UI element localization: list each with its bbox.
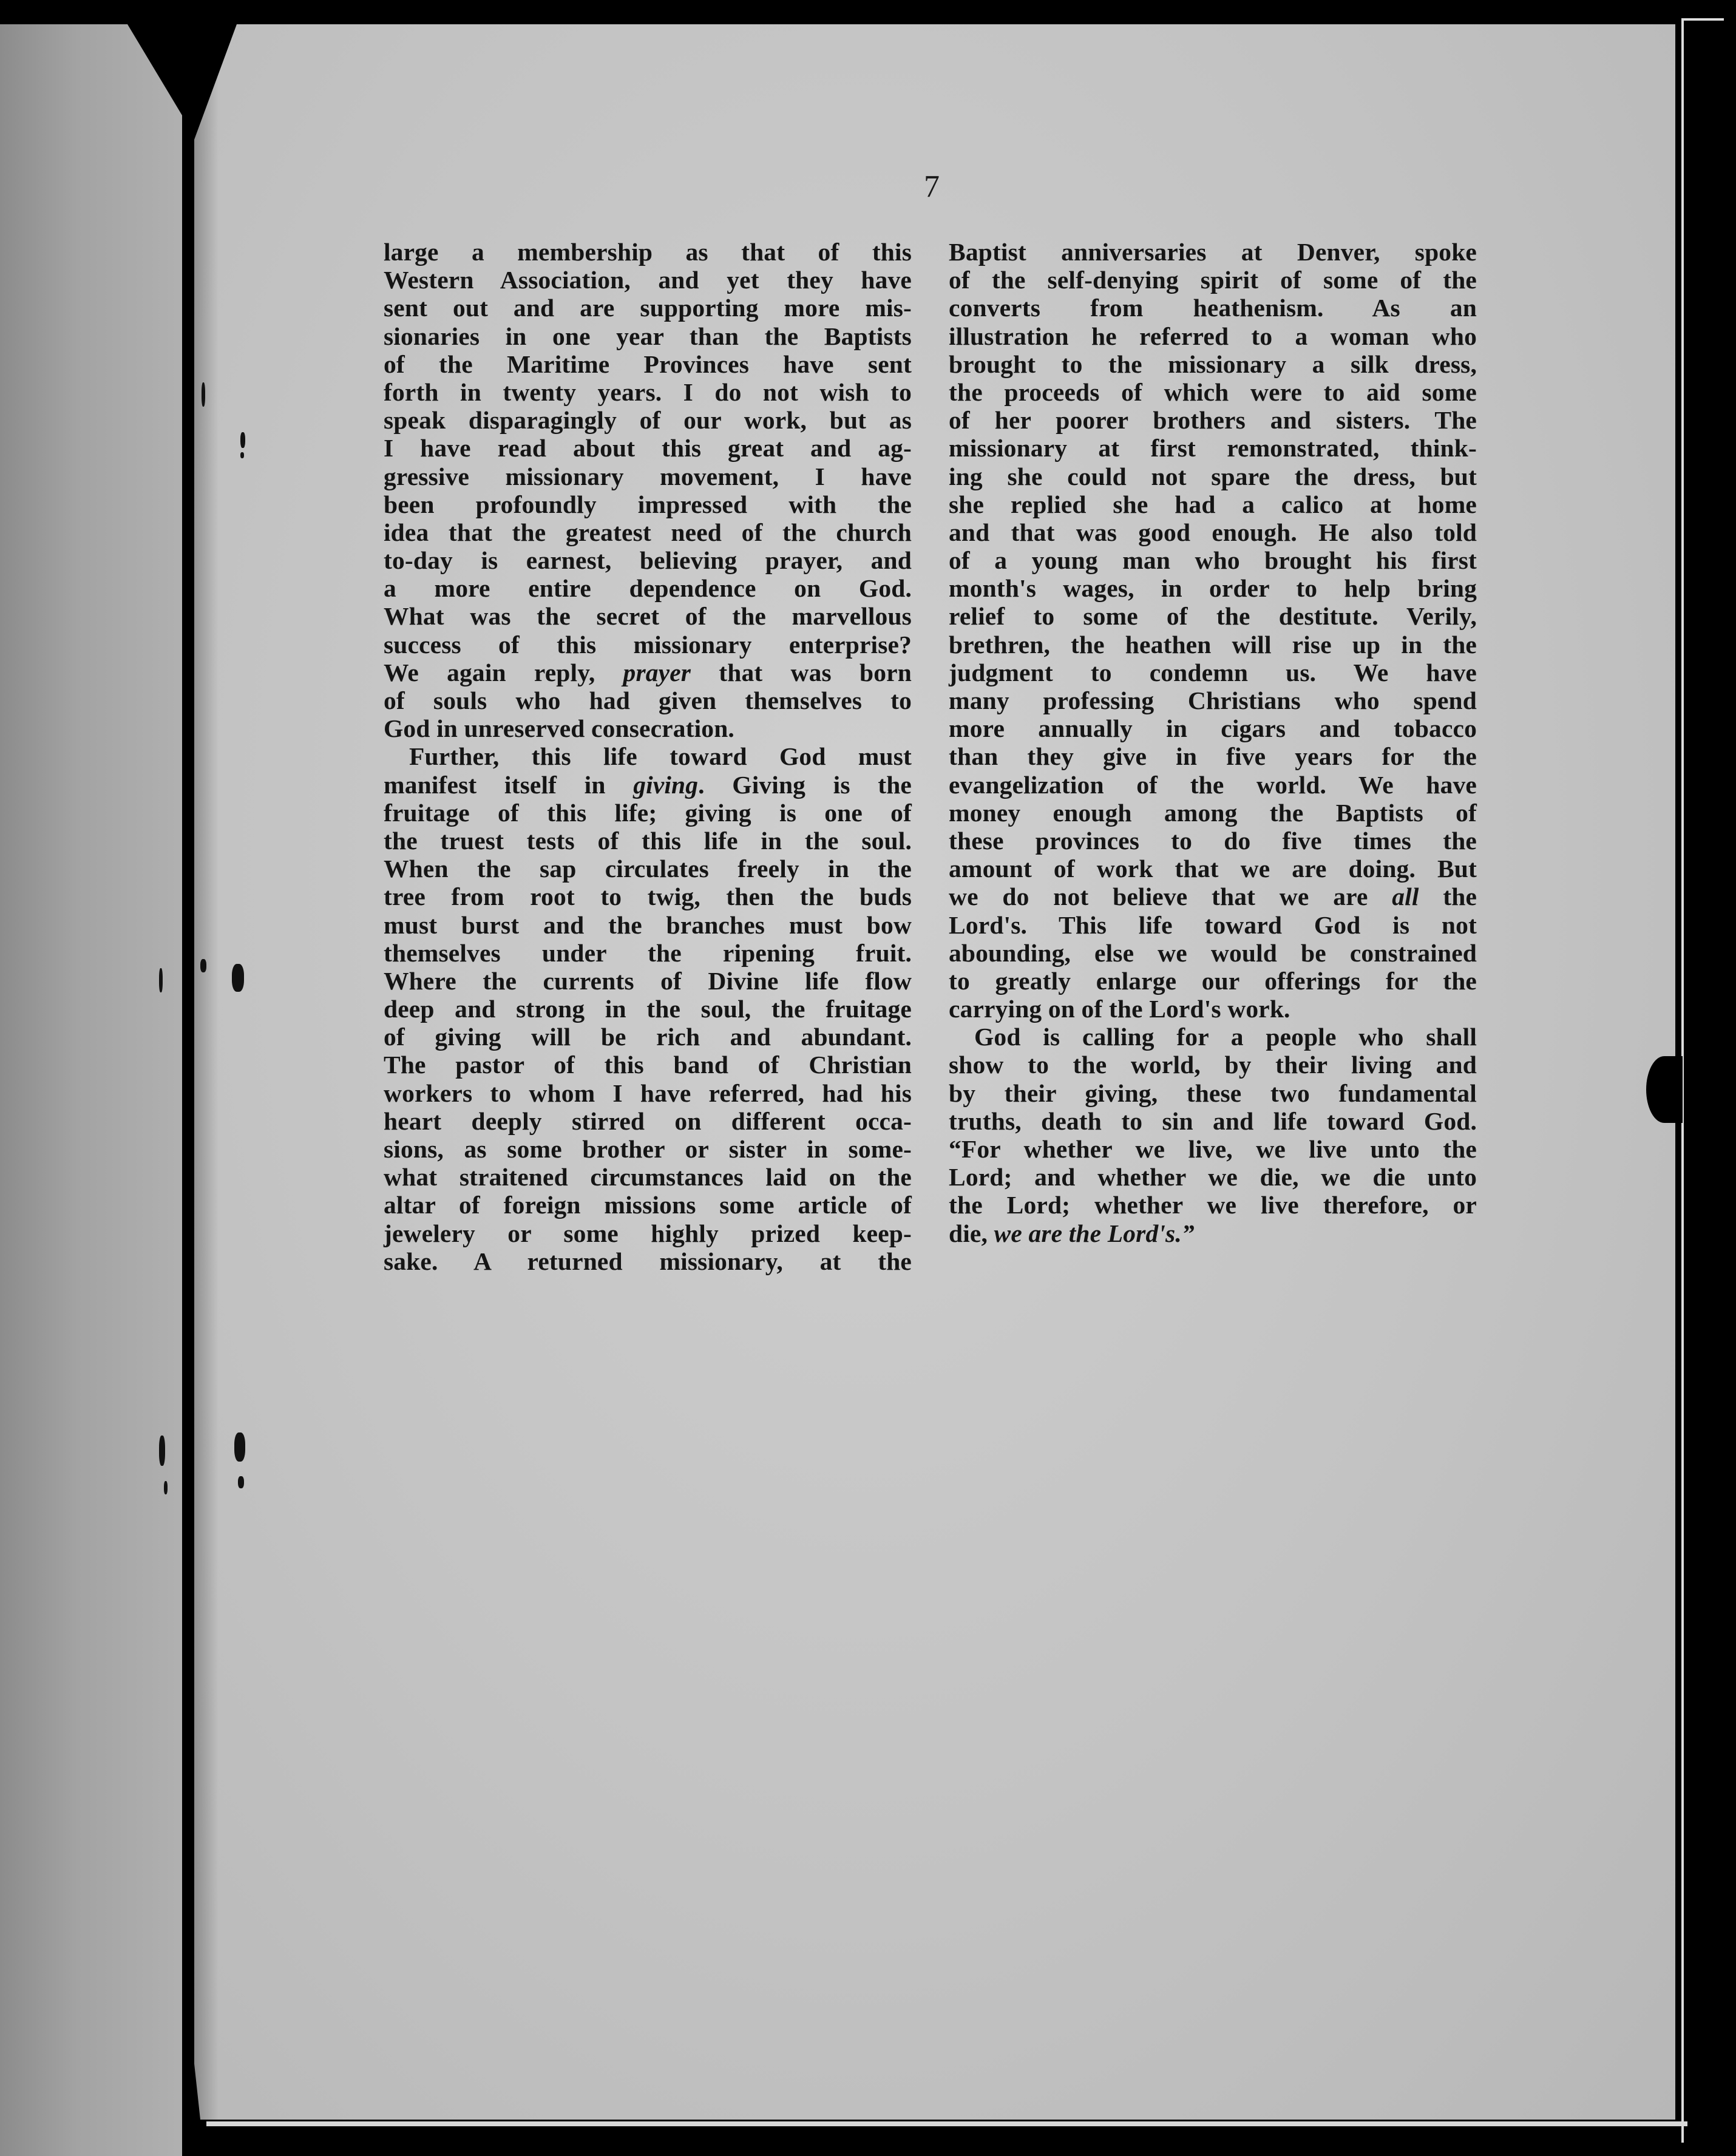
text-line [384, 659, 912, 686]
text-line: God is calling for a people who shall [974, 1023, 1477, 1051]
text-segment: we do not believe that we are [949, 883, 1392, 911]
text-line: ing she could not spare the dress, but [949, 462, 1477, 490]
text-line: show to the world, by their living and [949, 1051, 1477, 1079]
text-line: Lord's. This life toward God is not [949, 910, 1477, 939]
text-line: themselves under the ripening fruit. [384, 938, 912, 967]
ink-speck [240, 432, 245, 448]
text-line: When the sap circulates freely in the [384, 855, 912, 883]
text-line: of a young man who brought his first [949, 546, 1477, 575]
text-line: heart deeply stirred on different occa- [384, 1107, 912, 1135]
text-line: than they give in five years for the [949, 742, 1477, 771]
text-line: altar of foreign missions some article of [384, 1191, 912, 1219]
ink-speck [202, 382, 205, 407]
text-line: sionaries in one year than the Baptists [384, 322, 912, 350]
text-line: converts from heathenism. As an [949, 294, 1477, 322]
text-line: more annually in cigars and tobacco [949, 714, 1477, 743]
text-line: money enough among the Baptists of [949, 798, 1477, 827]
ink-speck [159, 1436, 165, 1466]
italic-emphasis: we are the Lord's.” [994, 1219, 1195, 1247]
text-line: sent out and are supporting more mis- [384, 294, 912, 322]
text-line: Further, this life toward God must [409, 742, 912, 771]
scan-bottom-edge [206, 2121, 1687, 2126]
text-line: Where the currents of Divine life flow [384, 966, 912, 995]
text-line: what straitened circumstances laid on the [384, 1163, 912, 1192]
ink-speck [200, 959, 206, 972]
text-line: idea that the greatest need of the church [384, 518, 912, 546]
italic-emphasis: prayer [623, 658, 691, 686]
text-line: brethren, the heathen will rise up in the [949, 630, 1477, 659]
text-line: must burst and the branches must bow [384, 910, 912, 939]
text-line: amount of work that we are doing. But [949, 855, 1477, 883]
text-line: by their giving, these two fundamental [949, 1079, 1477, 1107]
text-line: relief to some of the destitute. Verily, [949, 602, 1477, 631]
text-line: I have read about this great and ag- [384, 434, 912, 463]
previous-page-edge [0, 0, 194, 2156]
text-line: the truest tests of this life in the soul. [384, 826, 912, 855]
text-line: these provinces to do five times the [949, 826, 1477, 855]
text-line: to-day is earnest, believing prayer, and [384, 546, 912, 575]
text-line: tree from root to twig, then the buds [384, 883, 912, 911]
scan-frame-edge [1681, 18, 1724, 2143]
text-line: to greatly enlarge our offerings for the [949, 966, 1477, 995]
text-segment: manifest itself in [384, 770, 634, 799]
text-segment: . Giving is the [698, 770, 912, 799]
ink-speck [232, 964, 244, 992]
text-line: fruitage of this life; giving is one of [384, 798, 912, 827]
text-line: of the Maritime Provinces have sent [384, 350, 912, 378]
text-line: workers to whom I have referred, had his [384, 1079, 912, 1107]
text-line: What was the secret of the marvellous [384, 602, 912, 631]
page-binding-shadow [194, 24, 219, 2120]
text-line [949, 883, 1477, 910]
left-text-column [384, 238, 912, 1275]
text-line: of souls who had given themselves to [384, 686, 912, 714]
text-line: carrying on of the Lord's work. [949, 995, 1290, 1023]
text-line: evangelization of the world. We have [949, 770, 1477, 799]
text-segment: that was born [691, 658, 912, 686]
text-line [384, 771, 912, 799]
text-line [949, 1219, 1477, 1247]
text-line: forth in twenty years. I do not wish to [384, 378, 912, 406]
text-line: many professing Christians who spend [949, 686, 1477, 714]
text-line: Lord; and whether we die, we die unto [949, 1163, 1477, 1192]
text-line: of giving will be rich and abundant. [384, 1023, 912, 1051]
text-segment: die, [949, 1219, 994, 1247]
text-line: and that was good enough. He also told [949, 518, 1477, 546]
text-line: speak disparagingly of our work, but as [384, 406, 912, 435]
right-text-column [949, 238, 1477, 1247]
ink-speck [159, 968, 163, 992]
text-line: sake. A returned missionary, at the [384, 1247, 912, 1275]
text-line: of the self-denying spirit of some of the [949, 266, 1477, 294]
italic-emphasis: all [1392, 883, 1419, 911]
text-line: she replied she had a calico at home [949, 490, 1477, 518]
text-line: the proceeds of which were to aid some [949, 378, 1477, 406]
text-line: God in unreserved consecration. [384, 714, 734, 743]
text-line: The pastor of this band of Christian [384, 1051, 912, 1079]
text-line: missionary at first remonstrated, think- [949, 434, 1477, 463]
text-line: the Lord; whether we live therefore, or [949, 1191, 1477, 1219]
text-line: been profoundly impressed with the [384, 490, 912, 518]
ink-speck [240, 452, 244, 458]
text-line: “For whether we live, we live unto the [949, 1135, 1477, 1163]
text-line: deep and strong in the soul, the fruitage [384, 995, 912, 1023]
text-line: jewelery or some highly prized keep- [384, 1219, 912, 1247]
ink-speck [234, 1432, 245, 1462]
page-number: 7 [924, 169, 940, 204]
text-line: Baptist anniversaries at Denver, spoke [949, 238, 1477, 266]
text-line: a more entire dependence on God. [384, 574, 912, 603]
text-line: large a membership as that of this [384, 238, 912, 266]
text-line: gressive missionary movement, I have [384, 462, 912, 490]
text-line: abounding, else we would be constrained [949, 938, 1477, 967]
italic-emphasis: giving [633, 770, 699, 799]
text-line: month's wages, in order to help bring [949, 574, 1477, 603]
page-edge-tear [1646, 1056, 1683, 1123]
text-line: brought to the missionary a silk dress, [949, 350, 1477, 378]
text-line: of her poorer brothers and sisters. The [949, 406, 1477, 435]
ink-speck [238, 1476, 244, 1488]
text-line: success of this missionary enterprise? [384, 630, 912, 659]
text-line: truths, death to sin and life toward God. [949, 1107, 1477, 1135]
text-segment: the [1419, 883, 1477, 911]
text-line: Western Association, and yet they have [384, 266, 912, 294]
text-segment: We again reply, [384, 658, 623, 686]
text-line: illustration he referred to a woman who [949, 322, 1477, 350]
text-line: sions, as some brother or sister in some- [384, 1135, 912, 1163]
ink-speck [164, 1481, 168, 1494]
text-line: judgment to condemn us. We have [949, 658, 1477, 686]
